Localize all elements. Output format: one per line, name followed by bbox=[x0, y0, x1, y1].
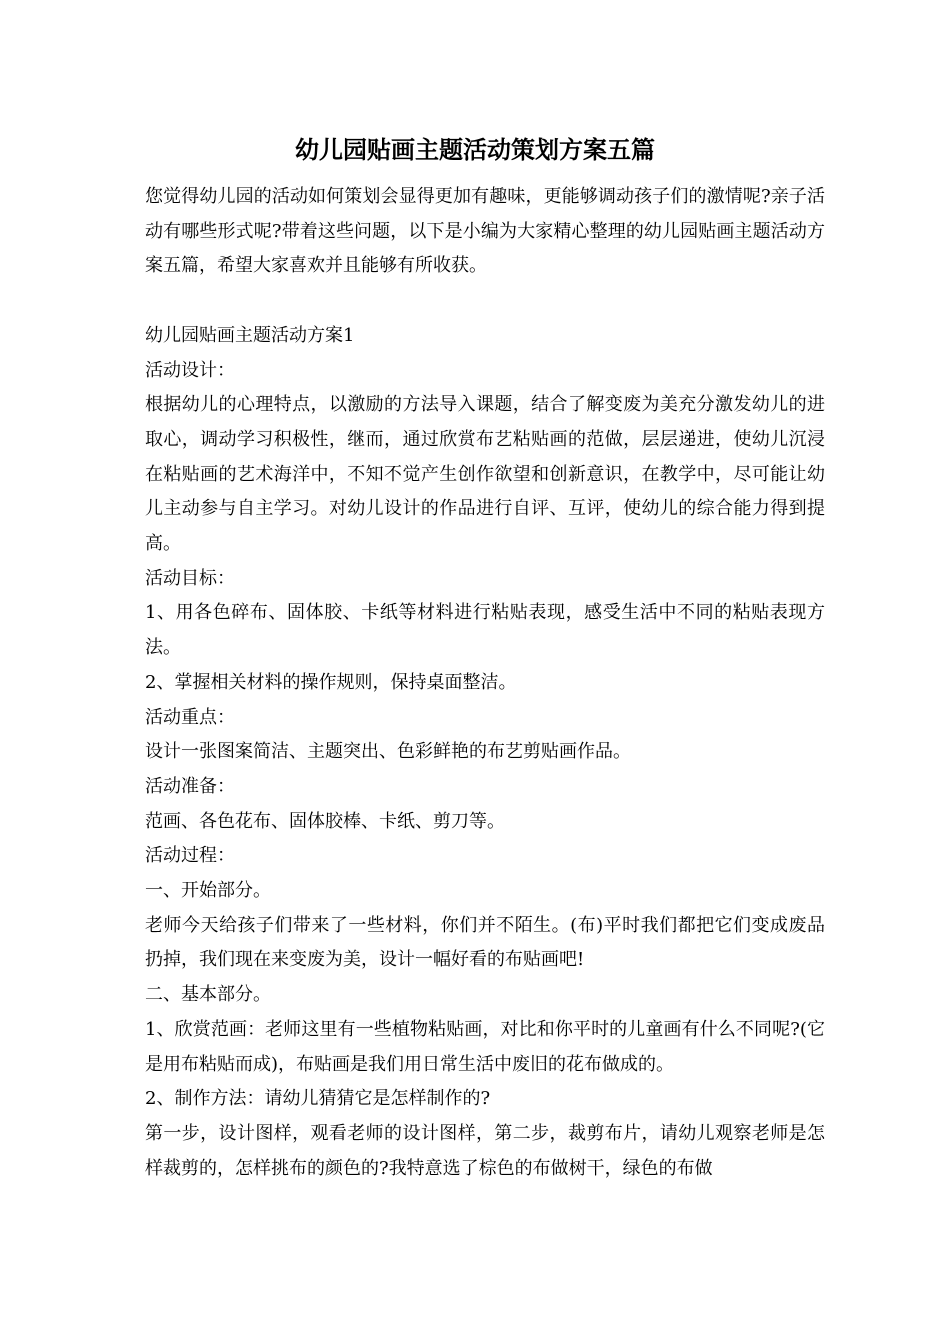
subheading-preparation: 活动准备： bbox=[145, 775, 235, 797]
paragraph-spacer bbox=[145, 284, 825, 319]
paragraph-design: 根据幼儿的心理特点，以激励的方法导入课题，结合了解变废为美充分激发幼儿的进取心，调动学习积极性，继而，通过欣赏布艺粘贴画的范做，层层递进，使幼儿沉浸在粘贴画的艺术海洋中，不知不觉产生创作欲望和创新意识，在教学中，尽可能让幼儿主动参与自主学习。对幼儿设计的作品进行自评、互评，使幼儿的综合能力得到提高。 bbox=[145, 394, 825, 555]
paragraph-opening: 老师今天给孩子们带来了一些材料，你们并不陌生。(布)平时我们都把它们变成废品扔掉，我们现在来变废为美，设计一幅好看的布贴画吧! bbox=[145, 914, 825, 971]
paragraph-method: 2、制作方法：请幼儿猜猜它是怎样制作的? bbox=[145, 1088, 491, 1110]
goal-item-2: 2、掌握相关材料的操作规则，保持桌面整洁。 bbox=[145, 671, 517, 693]
document-title: 幼儿园贴画主题活动策划方案五篇 bbox=[295, 135, 655, 164]
goal-item-1: 1、用各色碎布、固体胶、卡纸等材料进行粘贴表现，感受生活中不同的粘贴表现方法。 bbox=[145, 602, 825, 659]
paragraph-appreciation: 1、欣赏范画：老师这里有一些植物粘贴画，对比和你平时的儿童画有什么不同呢?(它是用布粘贴而成)，布贴画是我们用日常生活中废旧的花布做成的。 bbox=[145, 1018, 825, 1075]
subheading-focus: 活动重点： bbox=[145, 706, 235, 728]
subheading-goals: 活动目标： bbox=[145, 567, 235, 589]
process-part-1: 一、开始部分。 bbox=[145, 880, 271, 902]
intro-paragraph: 您觉得幼儿园的活动如何策划会显得更加有趣味，更能够调动孩子们的激情呢?亲子活动有哪些形式呢?带着这些问题，以下是小编为大家精心整理的幼儿园贴画主题活动方案五篇，希望大家喜欢并且能够有所收获。 bbox=[145, 186, 825, 277]
paragraph-focus: 设计一张图案简洁、主题突出、色彩鲜艳的布艺剪贴画作品。 bbox=[145, 741, 631, 763]
subheading-process: 活动过程： bbox=[145, 845, 235, 867]
subheading-design: 活动设计： bbox=[145, 359, 235, 381]
process-part-2: 二、基本部分。 bbox=[145, 984, 271, 1006]
paragraph-preparation: 范画、各色花布、固体胶棒、卡纸、剪刀等。 bbox=[145, 810, 505, 832]
paragraph-steps: 第一步，设计图样，观看老师的设计图样，第二步，裁剪布片，请幼儿观察老师是怎样裁剪的，怎样挑布的颜色的?我特意选了棕色的布做树干，绿色的布做 bbox=[145, 1122, 825, 1179]
document-body bbox=[145, 180, 825, 1186]
section-heading: 幼儿园贴画主题活动方案1 bbox=[145, 324, 355, 346]
